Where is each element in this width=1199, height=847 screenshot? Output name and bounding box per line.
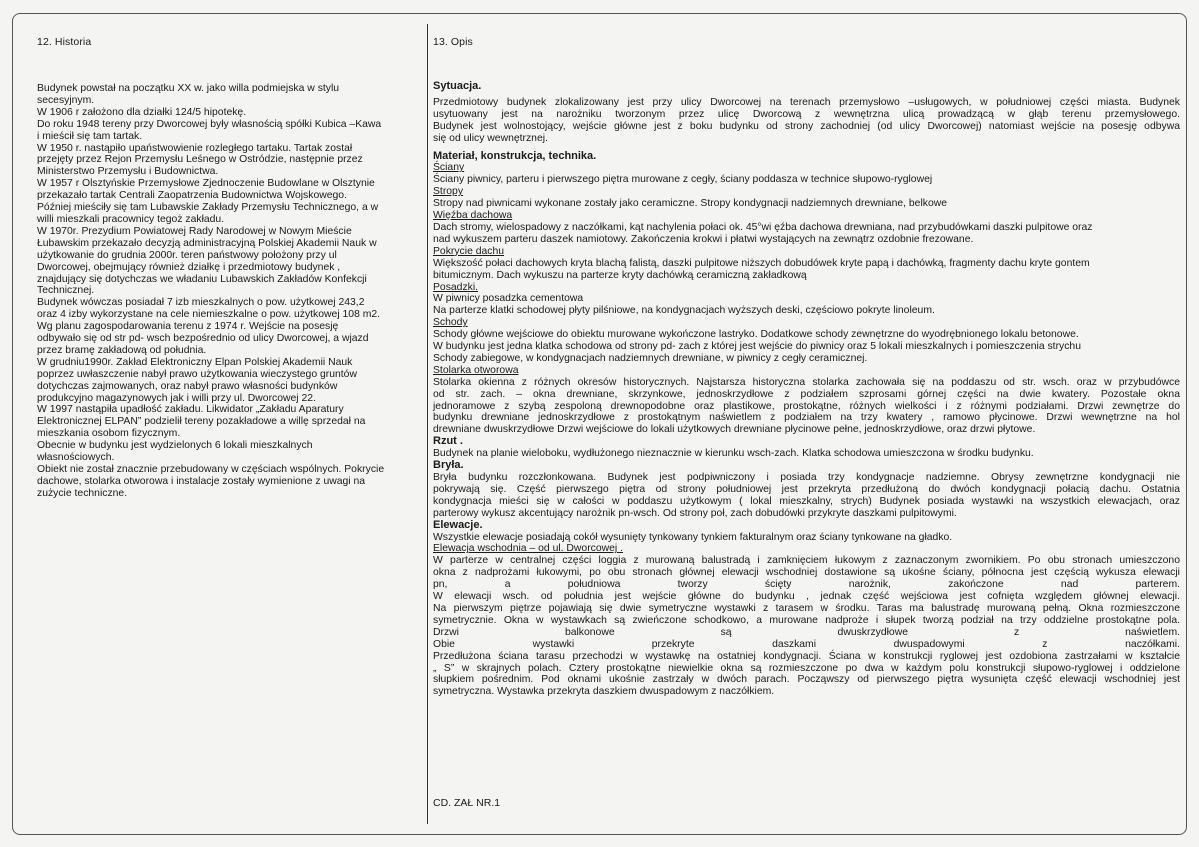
text-line: bitumicznym. Dach wykuszu na parterze kryty dachówką ceramiczną zakładkową	[433, 269, 807, 281]
subheading-pokrycie: Pokrycie dachu	[433, 245, 505, 257]
text-line: Obie wystawki przekryte daszkami dwuspadowymi z naczółkami.	[433, 638, 1180, 650]
historia-line: Budynek wówczas posiadał 7 izb mieszkalnych o pow. użytkowej 243,2	[37, 297, 365, 309]
text-line: parterowy wykusz akcentujący narożnik pn-wsch. Od strony poł, zach dobudówki przykryte daszkami pulpitowymi.	[433, 507, 957, 519]
text-line: Stolarka okienna z różnych okresów historycznych. Najstarsza historyczna stolarka zachowała się na poddaszu od str. wsch. oraz w przybudówce	[433, 376, 1180, 388]
subheading-stolarka: Stolarka otworowa	[433, 364, 519, 376]
text-line: Budynek jest wolnostojący, wejście główne jest z boku budynku od strony zachodniej (od ulicy Dworcowej) natomiast wejście na posesję odbywa	[433, 120, 1180, 132]
subheading-stropy: Stropy	[433, 186, 464, 198]
historia-line: W 1970r. Prezydium Powiatowej Rady Narodowej w Nowym Mieście	[37, 225, 352, 237]
text-line: Bryła budynku rozczłonkowana. Budynek jest podpiwniczony i posiada trzy kondygnacje nadziemne. Obrysy zewnętrzne kondygnacji nie	[433, 472, 1180, 483]
block-bryla	[433, 472, 1180, 520]
historia-line: Obiekt nie został znacznie przebudowany w częściach wspólnych. Pokrycie	[37, 464, 385, 475]
historia-line: przekazało tartak Centrali Zaopatrzenia Budownictwa Wojskowego.	[37, 190, 347, 202]
text-line: usytuowany jest na narożniku tworzonym przez ulicę Dworcową z wewnętrzna ulicą prowadzącą w głąb terenu przemysłowego.	[433, 108, 1180, 120]
historia-line: i mieścił się tam tartak.	[37, 130, 143, 142]
heading-bryla: Bryła.	[433, 459, 464, 472]
text-line: Przedmiotowy budynek zlokalizowany jest przy ulicy Dworcowej na terenach przemysłowo –usługowych, w południowej części miasta. Budynek	[433, 96, 1180, 108]
text-line: się od ulicy wewnętrznej.	[433, 132, 548, 144]
text-line: symetrycznie. Okna w wystawkach są zwieńczone schodkowo, a murowane nadproże i słupek tworzą podział na trzy oddzielne prostokątne pola.	[433, 614, 1180, 626]
text-line: budynku drewniane jednoskrzydłowe z prostokątnym naświetlem z podziałem na trzy kwatery , ramowo płycinowe. Drzwi wewnętrzne na hol	[433, 412, 1180, 424]
historia-line: zużycie techniczne.	[37, 487, 128, 499]
historia-line: Technicznej.	[37, 285, 95, 297]
historia-line: Dworcowej, obejmujący również działkę i przedmiotowy budynek ,	[37, 261, 341, 273]
text-line: jednoramowe z szybą zespoloną drewnopodobne oraz plastikowe, prostokątne, różnych wielkości i z różnymi podziałami. Drzwi zewnętrze do	[433, 400, 1180, 412]
text-line: W elewacji wsch. od południa jest wejście główne do budynku , jednak część wejściowa jest cofnięta względem głównej elewacji.	[433, 591, 1180, 603]
block-sciany	[433, 174, 1180, 186]
block-rzut	[433, 448, 1180, 460]
text-line: pokrywają się. Część pierwszego piętra od strony południowej jest przekryta przedłużoną do dwóch kondygnacji połacią dachu. Ostatnia	[433, 483, 1180, 495]
heading-material: Materiał, konstrukcja, technika.	[433, 149, 597, 162]
historia-line: secesyjnym.	[37, 94, 95, 106]
text-line: Na parterze klatki schodowej płyty pilśniowe, na kondygnacjach wyższych deski, częściowo pokryte linoleum.	[433, 305, 935, 317]
historia-line: Łubawskim przekazało decyzją administracyjną Polskiej Akademii Nauk w	[37, 237, 377, 249]
historia-line: znajdujący się dotychczas we władaniu Lubawskich Zakładów Konfekcji	[37, 273, 367, 285]
subheading-sciany: Ściany	[433, 162, 465, 174]
text-line: Przedłużona ściana tarasu przechodzi w wystawkę na ostatniej kondygnacji. Ściana w konstrukcji ryglowej jest ozdobiona zastrzałami w kształcie	[433, 650, 1180, 662]
text-line: W parterze w centralnej części loggia z murowaną balustradą i zamknięciem łukowym z zaznaczonym zwornikiem. Po obu stronach umieszczono	[433, 555, 1180, 567]
historia-line: odbywało się od str pd- wsch bezpośrednio od ulicy Dworcowej, a wjazd	[37, 333, 369, 345]
historia-line: W 1906 r założono dla działki 124/5 hipotekę.	[37, 106, 247, 118]
subheading-wiezba: Więźba dachowa	[433, 210, 513, 222]
block-sytuacja	[433, 97, 1180, 145]
text-line: Budynek na planie wieloboku, wydłużonego nieznacznie w kierunku wsch-zach. Klatka schodowa umieszczona w środku budynku.	[433, 448, 1034, 460]
historia-line: dachowe, stolarka otworowa i instalacje zostały wymienione z uwagi na	[37, 475, 366, 487]
text-line: Drzwi balkonowe są dwuskrzydłowe z naświetlem.	[433, 626, 1180, 638]
historia-line: użytkowanie do grudnia 2000r. teren państwowy położony przy ul	[37, 249, 337, 261]
block-stropy	[433, 198, 1180, 210]
heading-rzut: Rzut .	[433, 435, 463, 448]
text-line: kondygnacja mieści się w całości w poddaszu użytkowym ( lokal mieszkalny, strych) Budynek posiada wystawki na wszystkich elewacjach, oraz	[433, 495, 1180, 507]
text-line: okna z nadprożami łukowymi, po obu stronach głównej elewacji wschodniej dostawione są ukośne ściany, północna jest częścią wykusza elewacji	[433, 567, 1180, 579]
historia-line: Elektronicznej ELPAN” podzielił tereny pozakładowe a willę sprzedał na	[37, 416, 366, 428]
opis-column	[433, 81, 1180, 698]
block-wiezba	[433, 222, 1180, 246]
historia-line: Ministerstwo Przemysłu i Budownictwa.	[37, 166, 219, 178]
block-pokrycie	[433, 258, 1180, 282]
historia-line: przejęty przez Rejon Przemysłu Leśnego w Ostródzie, następnie przez	[37, 154, 363, 166]
historia-line: Wg planu zagospodarowania terenu z 1974 r. Wejście na posesję	[37, 321, 339, 333]
text-line: „ S” w skrajnych polach. Cztery prostokątne niewielkie okna są rozmieszczone po dwa w każdym polu konstrukcji słupowo-ryglowej i oddzielone	[433, 662, 1180, 674]
historia-column	[37, 83, 419, 500]
section-header-opis: 13. Opis	[433, 36, 473, 48]
subheading-posadzki: Posadzki.	[433, 281, 479, 293]
subheading-elewacja-wschodnia: Elewacja wschodnia – od ul. Dworcowej .	[433, 543, 624, 555]
text-line: Większość połaci dachowych kryta blachą falistą, daszki pulpitowe niższych dobudówek kryte papą i dachówką, fragmenty dachu kryte gontem	[433, 257, 1090, 269]
historia-line: przez bramę zakładową od południa.	[37, 344, 207, 356]
text-line: nad wykuszem parteru daszek namiotowy. Zakończenia krokwi i płatwi wystających na zewnątrz ozdobnie frezowane.	[433, 233, 974, 245]
heading-elewacje: Elewacje.	[433, 518, 483, 531]
text-line: drewniane dwuskrzydłowe Drzwi wejściowe do lokali użytkowych drewniane płycinowe pełne, jednoskrzydłowe, oraz drzwi płytowe.	[433, 424, 1036, 436]
historia-line: W 1950 r. nastąpiło upaństwowienie rozległego tartaku. Tartak został	[37, 142, 353, 154]
historia-line: Później mieściły się tam Lubawskie Zakłady Przemysłu Technicznego, a w	[37, 202, 379, 214]
historia-line: oraz 4 izby wykorzystane na cele niemieszkalne o pow. użytkowej 108 m2.	[37, 309, 381, 321]
historia-line: W 1957 r Olsztyńskie Przemysłowe Zjednoczenie Budowlane w Olsztynie	[37, 178, 375, 190]
heading-sytuacja: Sytuacja.	[433, 80, 482, 92]
text-line: Schody zabiegowe, w kondygnacjach nadziemnych drewniane, w piwnicy z cegły ceramicznej.	[433, 352, 868, 364]
text-line: od str. zach. – okna drewniane, skrzynkowe, jednoskrzydłowe z podziałem szprosami górnej części na dwie kwatery. Pozostałe okna	[433, 388, 1180, 400]
block-stolarka	[433, 377, 1180, 437]
historia-line: poprzez uwłaszczenie nabył prawo użytkowania wieczystego gruntów	[37, 368, 357, 380]
section-header-historia: 12. Historia	[37, 36, 92, 48]
text-line: W budynku jest jedna klatka schodowa od strony pd- zach z której jest wejście do piwnicy oraz 5 lokali mieszkalnych i pomieszczenia strychu	[433, 341, 1081, 353]
text-line: Dach stromy, wielospadowy z naczółkami, kąt nachylenia połaci ok. 45°wi ęźba dachowa drewniana, nad przybudówkami daszki pulpitowe oraz	[433, 221, 1093, 233]
subheading-schody: Schody	[433, 317, 468, 329]
historia-line: dotychczas zajmowanych, oraz nabył prawo własności budynków	[37, 380, 338, 392]
historia-line: W 1997 nastąpiła upadłość zakładu. Likwidator „Zakładu Aparatury	[37, 404, 344, 416]
historia-line: willi mieszkali pracownicy tegoż zakładu.	[37, 213, 225, 225]
historia-line: własnościowych.	[37, 452, 115, 464]
text-line: słupkiem pośrednim. Pod oknami ukośnie zastrzały w dwóch parach. Począwszy od pierwszego piętra wysunięta część elewacji wschodniej jest	[433, 674, 1180, 686]
historia-line: Do roku 1948 tereny przy Dworcowej były własnością spółki Kubica –Kawa	[37, 118, 382, 130]
block-elewacje	[433, 532, 1180, 544]
footer-note: CD. ZAŁ NR.1	[433, 797, 501, 809]
text-line: Stropy nad piwnicami wykonane zostały jako ceramiczne. Stropy kondygnacji nadziemnych drewniane, belkowe	[433, 198, 948, 210]
text-line: Wszystkie elewacje posiadają cokół wysunięty tynkowany tynkiem fakturalnym oraz ściany tynkowane na gładko.	[433, 531, 953, 543]
historia-line: produkcyjno magazynowych jak i willi przy ul. Dworcowej 22.	[37, 392, 316, 404]
text-line: Na pierwszym piętrze pojawiają się dwie symetryczne wystawki z tarasem w środku. Taras ma balustradę murowaną pełną. Okna rozmieszczone	[433, 602, 1180, 614]
block-schody	[433, 329, 1180, 365]
text-line: symetryczna. Wystawka przekryta daszkiem dwuspadowym z naczółkiem.	[433, 686, 775, 698]
block-elewacja-wschodnia	[433, 555, 1180, 698]
text-line: W piwnicy posadzka cementowa	[433, 293, 584, 305]
column-divider	[427, 24, 428, 824]
historia-line: Obecnie w budynku jest wydzielonych 6 lokali mieszkalnych	[37, 440, 313, 452]
text-line: Ściany piwnicy, parteru i pierwszego piętra murowane z cegły, ściany poddasza w technice słupowo-ryglowej	[433, 174, 933, 186]
block-posadzki	[433, 293, 1180, 317]
historia-line: mieszkania osobom fizycznym.	[37, 428, 181, 440]
text-line: Schody główne wejściowe do obiektu murowane wykończone lastryko. Dodatkowe schody zewnętrzne do wyodrębnionego lokalu betonowe.	[433, 329, 1079, 341]
historia-line: W grudniu1990r. Zakład Elektroniczny Elpan Polskiej Akademii Nauk	[37, 356, 353, 368]
text-line: pn, a południowa tworzy ścięty narożnik, zakończone nad parterem.	[433, 579, 1180, 591]
historia-line: Budynek powstał na początku XX w. jako willa podmiejska w stylu	[37, 83, 340, 94]
